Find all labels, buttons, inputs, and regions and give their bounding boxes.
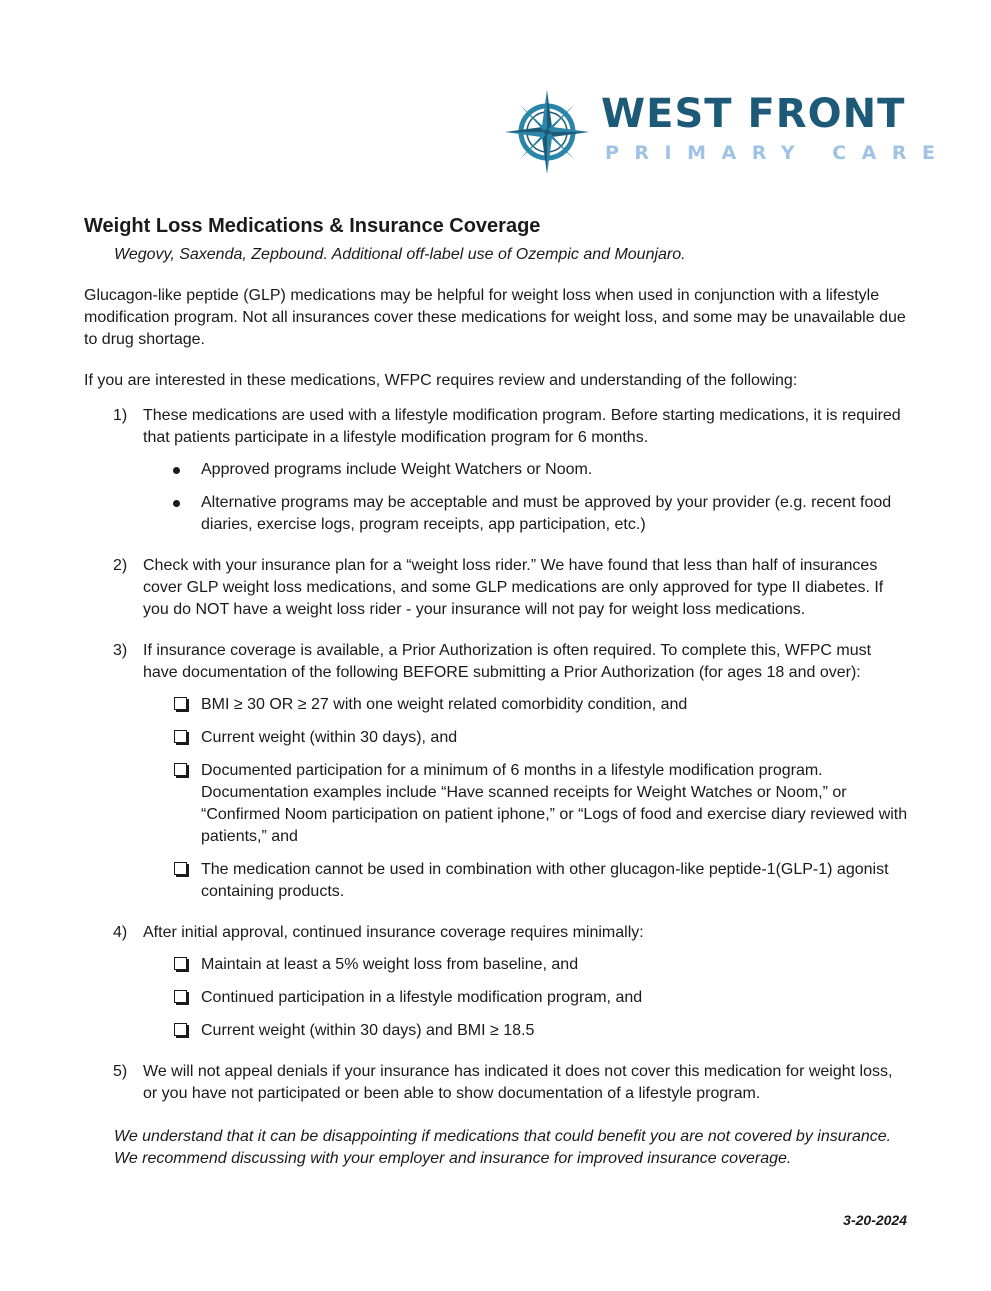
checklist-item-text: Current weight (within 30 days), and — [201, 729, 458, 746]
list-item — [84, 640, 910, 903]
checklist — [143, 954, 910, 1042]
list-item — [84, 922, 910, 1042]
sub-item-text: Approved programs include Weight Watchers or Noom. — [201, 461, 593, 478]
checklist — [143, 694, 910, 903]
checkbox-icon — [174, 1023, 187, 1036]
page-subtitle: Wegovy, Saxenda, Zepbound. Additional off-label use of Ozempic and Mounjaro. — [114, 246, 686, 263]
list-item-number: 2) — [113, 557, 128, 574]
sub-item — [143, 492, 910, 536]
document-date: 3-20-2024 — [843, 1212, 907, 1228]
logo — [503, 88, 951, 178]
list-item-number: 3) — [113, 642, 128, 659]
checkbox-icon — [174, 990, 187, 1003]
bullet-icon — [173, 467, 180, 474]
checklist-item — [143, 760, 910, 848]
checklist-item — [143, 694, 910, 716]
checkbox-icon — [174, 862, 187, 875]
checklist-item — [143, 727, 910, 749]
checkbox-icon — [174, 957, 187, 970]
sub-item — [143, 459, 910, 481]
list-item-number: 1) — [113, 407, 128, 424]
list-item — [84, 1061, 910, 1105]
checklist-item — [143, 954, 910, 976]
list-item-text: Check with your insurance plan for a “weight loss rider.” We have found that less than half of insurances cover GLP weight loss medications, and some GLP medications are only approved for type II diabetes. If you do NOT have a weight loss rider - your insurance will not pay for weight loss medications. — [143, 557, 884, 618]
checklist-item-text: Documented participation for a minimum of 6 months in a lifestyle modification program. Documentation examples include “Have scanned receipts for Weight Watches or Noom,” or “Confirmed Noom participation on patient iphone,” or “Logs of food and exercise diary reviewed with patients,” and — [201, 762, 908, 845]
sub-list — [143, 459, 910, 536]
list-item — [84, 405, 910, 536]
checkbox-icon — [174, 730, 187, 743]
document-body — [84, 212, 910, 1170]
requirements-list — [84, 405, 910, 1105]
checklist-item-text: The medication cannot be used in combination with other glucagon-like peptide-1(GLP-1) agonist containing products. — [201, 861, 889, 900]
page-title: Weight Loss Medications & Insurance Coverage — [84, 215, 541, 237]
checklist-item — [143, 1020, 910, 1042]
logo-subtitle: PRIMARY CARE — [605, 142, 951, 164]
logo-title: WEST FRONT — [601, 91, 906, 137]
bullet-icon — [173, 500, 180, 507]
list-item-text: We will not appeal denials if your insurance has indicated it does not cover this medication for weight loss, or you have not participated or been able to show documentation of a lifestyle program. — [143, 1063, 893, 1102]
list-item-number: 5) — [113, 1063, 128, 1080]
list-item-text: After initial approval, continued insurance coverage requires minimally: — [143, 924, 644, 941]
list-item-number: 4) — [113, 924, 128, 941]
checkbox-icon — [174, 697, 187, 710]
intro-paragraph: Glucagon-like peptide (GLP) medications may be helpful for weight loss when used in conjunction with a lifestyle modification program. Not all insurances cover these medications for weight loss, and some may be unavailable due to drug shortage. — [84, 287, 906, 348]
checklist-item — [143, 987, 910, 1009]
list-item-text: These medications are used with a lifestyle modification program. Before starting medications, it is required that patients participate in a lifestyle modification program for 6 months. — [143, 407, 901, 446]
list-item-text: If insurance coverage is available, a Prior Authorization is often required. To complete this, WFPC must have documentation of the following BEFORE submitting a Prior Authorization (for ages 18 and over): — [143, 642, 872, 681]
sub-item-text: Alternative programs may be acceptable and must be approved by your provider (e.g. recent food diaries, exercise logs, program receipts, app participation, etc.) — [201, 494, 892, 533]
checklist-item-text: BMI ≥ 30 OR ≥ 27 with one weight related comorbidity condition, and — [201, 696, 688, 713]
checklist-item-text: Maintain at least a 5% weight loss from baseline, and — [201, 956, 579, 973]
checklist-item — [143, 859, 910, 903]
lead-paragraph: If you are interested in these medications, WFPC requires review and understanding of the following: — [84, 372, 798, 389]
list-item — [84, 555, 910, 621]
checklist-item-text: Continued participation in a lifestyle modification program, and — [201, 989, 643, 1006]
checkbox-icon — [174, 763, 187, 776]
closing-paragraph: We understand that it can be disappointing if medications that could benefit you are not covered by insurance. We recommend discussing with your employer and insurance for improved insurance coverage. — [114, 1128, 892, 1167]
compass-rose-icon — [503, 88, 591, 176]
checklist-item-text: Current weight (within 30 days) and BMI ≥ 18.5 — [201, 1022, 535, 1039]
